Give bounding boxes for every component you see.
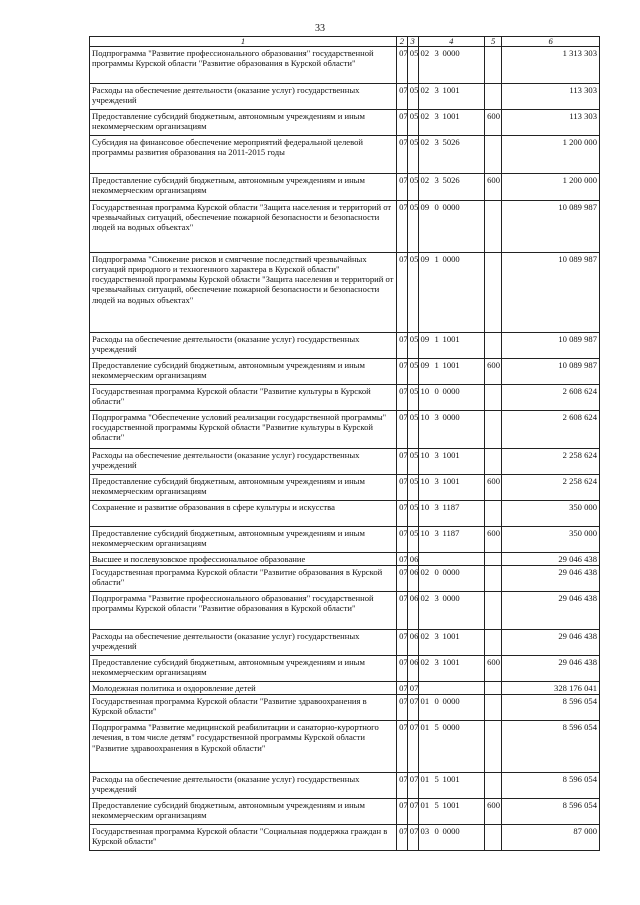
row-sum: 29 046 438 bbox=[502, 656, 600, 682]
row-name: Предоставление субсидий бюджетным, автономным учреждениям и иным некоммерческим организациям bbox=[90, 799, 397, 825]
row-sum: 29 046 438 bbox=[502, 553, 600, 566]
row-csr-part: 5 bbox=[434, 774, 439, 785]
row-pr: 05 bbox=[407, 501, 418, 527]
table-row bbox=[90, 695, 600, 721]
row-sum: 29 046 438 bbox=[502, 592, 600, 630]
row-sum: 1 200 000 bbox=[502, 136, 600, 174]
row-csr-part: 3 bbox=[434, 502, 439, 512]
row-sum: 350 000 bbox=[502, 527, 600, 553]
table-row bbox=[90, 799, 600, 825]
row-name: Подпрограмма "Развитие профессионального образования" государственной программы Курской области "Развитие образования в Курской области" bbox=[90, 592, 397, 630]
row-vr: 600 bbox=[485, 527, 502, 553]
row-rz: 07 bbox=[397, 799, 408, 825]
header-cell: 1 bbox=[90, 37, 397, 47]
row-csr bbox=[418, 682, 485, 695]
header-cell: 3 bbox=[407, 37, 418, 47]
table-row bbox=[90, 84, 600, 110]
row-csr bbox=[418, 501, 485, 527]
row-csr-part: 1 bbox=[434, 254, 439, 264]
page-number: 33 bbox=[315, 23, 325, 34]
row-vr: 600 bbox=[485, 174, 502, 201]
row-rz: 07 bbox=[397, 656, 408, 682]
row-vr bbox=[485, 695, 502, 721]
row-csr-part: 3 bbox=[434, 657, 439, 668]
row-sum: 10 089 987 bbox=[502, 333, 600, 359]
row-csr-part: 02 bbox=[420, 567, 430, 578]
row-pr: 05 bbox=[407, 84, 418, 110]
row-pr: 07 bbox=[407, 825, 418, 851]
row-sum: 1 200 000 bbox=[502, 174, 600, 201]
row-csr bbox=[418, 385, 485, 411]
row-sum: 8 596 054 bbox=[502, 695, 600, 721]
row-pr: 05 bbox=[407, 201, 418, 253]
table-row bbox=[90, 527, 600, 553]
row-sum: 328 176 041 bbox=[502, 682, 600, 695]
table-row bbox=[90, 773, 600, 799]
row-rz: 07 bbox=[397, 333, 408, 359]
row-sum: 87 000 bbox=[502, 825, 600, 851]
row-rz: 07 bbox=[397, 84, 408, 110]
row-name: Государственная программа Курской области "Развитие здравоохранения в Курской области" bbox=[90, 695, 397, 721]
row-name: Предоставление субсидий бюджетным, автономным учреждениям и иным некоммерческим организациям bbox=[90, 110, 397, 136]
row-name: Субсидия на финансовое обеспечение мероприятий федеральной целевой программы развития образования на 2011-2015 годы bbox=[90, 136, 397, 174]
row-csr bbox=[418, 136, 485, 174]
row-csr bbox=[418, 84, 485, 110]
table-row bbox=[90, 553, 600, 566]
row-csr-part: 10 bbox=[420, 528, 430, 538]
row-csr-part: 02 bbox=[420, 175, 430, 185]
row-pr: 07 bbox=[407, 799, 418, 825]
row-sum: 29 046 438 bbox=[502, 566, 600, 592]
row-csr-part: 09 bbox=[420, 334, 430, 344]
row-csr bbox=[418, 449, 485, 475]
row-csr bbox=[418, 695, 485, 721]
row-csr-part: 3 bbox=[434, 111, 439, 121]
row-name: Расходы на обеспечение деятельности (оказание услуг) государственных учреждений bbox=[90, 773, 397, 799]
row-vr bbox=[485, 721, 502, 773]
row-name: Подпрограмма "Снижение рисков и смягчение последствий чрезвычайных ситуаций природного и техногенного характера в Курской области" государственной программы Курской области "Защита населения и территорий от чрезвычайных ситуаций, обеспечение пожарной безопасности и безопасности людей на водных объектах" bbox=[90, 253, 397, 333]
row-csr-part: 02 bbox=[420, 657, 430, 668]
table-row bbox=[90, 682, 600, 695]
row-csr-part: 0000 bbox=[442, 593, 460, 604]
row-csr-part: 03 bbox=[420, 826, 430, 837]
row-sum: 10 089 987 bbox=[502, 201, 600, 253]
row-csr bbox=[418, 411, 485, 449]
row-csr-part: 3 bbox=[434, 593, 439, 604]
row-sum: 2 608 624 bbox=[502, 385, 600, 411]
table-row bbox=[90, 201, 600, 253]
row-vr bbox=[485, 825, 502, 851]
row-csr-part: 10 bbox=[420, 502, 430, 512]
table-row bbox=[90, 47, 600, 84]
row-csr-part: 0 bbox=[434, 696, 439, 707]
row-csr bbox=[418, 566, 485, 592]
row-vr bbox=[485, 411, 502, 449]
row-vr bbox=[485, 592, 502, 630]
row-csr-part: 1187 bbox=[442, 502, 460, 512]
row-csr-part: 1001 bbox=[442, 111, 460, 121]
table-row bbox=[90, 174, 600, 201]
row-name: Подпрограмма "Развитие медицинской реабилитации и санаторно-курортного лечения, в том числе детям" государственной программы Курской области "Развитие здравоохранения в Курской области" bbox=[90, 721, 397, 773]
row-sum: 113 303 bbox=[502, 110, 600, 136]
row-csr-part: 0000 bbox=[442, 48, 460, 58]
row-csr-part: 0 bbox=[434, 567, 439, 578]
row-vr bbox=[485, 566, 502, 592]
row-csr bbox=[418, 799, 485, 825]
row-csr-part: 1 bbox=[434, 360, 439, 370]
row-sum: 2 258 624 bbox=[502, 475, 600, 501]
row-csr-part: 02 bbox=[420, 631, 430, 642]
row-sum: 8 596 054 bbox=[502, 773, 600, 799]
row-csr bbox=[418, 553, 485, 566]
row-csr-part: 3 bbox=[434, 85, 439, 95]
row-csr bbox=[418, 174, 485, 201]
row-csr bbox=[418, 592, 485, 630]
row-pr: 07 bbox=[407, 682, 418, 695]
row-name: Государственная программа Курской области "Социальная поддержка граждан в Курской области" bbox=[90, 825, 397, 851]
row-pr: 05 bbox=[407, 253, 418, 333]
row-csr-part: 02 bbox=[420, 111, 430, 121]
row-rz: 07 bbox=[397, 47, 408, 84]
row-csr-part: 3 bbox=[434, 137, 439, 147]
row-vr bbox=[485, 333, 502, 359]
header-cell: 5 bbox=[485, 37, 502, 47]
row-rz: 07 bbox=[397, 501, 408, 527]
row-csr-part: 0 bbox=[434, 386, 439, 396]
table-row bbox=[90, 721, 600, 773]
row-pr: 05 bbox=[407, 110, 418, 136]
row-csr bbox=[418, 110, 485, 136]
row-csr bbox=[418, 359, 485, 385]
row-csr-part: 3 bbox=[434, 412, 439, 422]
row-csr-part: 1001 bbox=[442, 800, 460, 811]
row-csr-part: 3 bbox=[434, 175, 439, 185]
row-name: Предоставление субсидий бюджетным, автономным учреждениям и иным некоммерческим организациям bbox=[90, 174, 397, 201]
row-csr-part: 10 bbox=[420, 386, 430, 396]
row-csr-part: 10 bbox=[420, 450, 430, 460]
row-rz: 07 bbox=[397, 174, 408, 201]
row-vr bbox=[485, 385, 502, 411]
row-csr-part: 0000 bbox=[442, 412, 460, 422]
row-rz: 07 bbox=[397, 359, 408, 385]
row-name: Расходы на обеспечение деятельности (оказание услуг) государственных учреждений bbox=[90, 630, 397, 656]
row-csr-part: 5 bbox=[434, 722, 439, 733]
row-rz: 07 bbox=[397, 449, 408, 475]
table-row bbox=[90, 136, 600, 174]
row-pr: 06 bbox=[407, 630, 418, 656]
row-pr: 07 bbox=[407, 695, 418, 721]
row-csr-part: 5026 bbox=[442, 175, 460, 185]
row-name: Молодежная политика и оздоровление детей bbox=[90, 682, 397, 695]
row-csr-part: 0000 bbox=[442, 386, 460, 396]
row-pr: 05 bbox=[407, 527, 418, 553]
row-pr: 05 bbox=[407, 47, 418, 84]
row-rz: 07 bbox=[397, 825, 408, 851]
row-csr bbox=[418, 721, 485, 773]
row-pr: 06 bbox=[407, 566, 418, 592]
row-name: Высшее и послевузовское профессиональное образование bbox=[90, 553, 397, 566]
table-row bbox=[90, 449, 600, 475]
row-csr bbox=[418, 825, 485, 851]
row-csr-part: 09 bbox=[420, 360, 430, 370]
row-csr-part: 02 bbox=[420, 137, 430, 147]
row-vr bbox=[485, 253, 502, 333]
row-sum: 10 089 987 bbox=[502, 359, 600, 385]
row-csr-part: 3 bbox=[434, 528, 439, 538]
row-sum: 1 313 303 bbox=[502, 47, 600, 84]
table-row bbox=[90, 656, 600, 682]
table-row bbox=[90, 592, 600, 630]
row-vr bbox=[485, 553, 502, 566]
table-body bbox=[90, 47, 600, 851]
row-csr-part: 1001 bbox=[442, 476, 460, 486]
row-rz: 07 bbox=[397, 553, 408, 566]
row-rz: 07 bbox=[397, 773, 408, 799]
row-name: Подпрограмма "Обеспечение условий реализации государственной программы" государственной программы Курской области "Развитие культуры в Курской области" bbox=[90, 411, 397, 449]
header-row bbox=[90, 37, 600, 47]
row-name: Сохранение и развитие образования в сфере культуры и искусства bbox=[90, 501, 397, 527]
row-rz: 07 bbox=[397, 630, 408, 656]
row-sum: 350 000 bbox=[502, 501, 600, 527]
row-rz: 07 bbox=[397, 695, 408, 721]
row-sum: 10 089 987 bbox=[502, 253, 600, 333]
row-csr-part: 1001 bbox=[442, 334, 460, 344]
row-csr-part: 0 bbox=[434, 202, 439, 212]
table-row bbox=[90, 359, 600, 385]
row-rz: 07 bbox=[397, 721, 408, 773]
row-pr: 05 bbox=[407, 359, 418, 385]
row-vr bbox=[485, 449, 502, 475]
row-vr bbox=[485, 201, 502, 253]
row-csr bbox=[418, 201, 485, 253]
row-name: Предоставление субсидий бюджетным, автономным учреждениям и иным некоммерческим организациям bbox=[90, 359, 397, 385]
row-csr-part: 5026 bbox=[442, 137, 460, 147]
row-rz: 07 bbox=[397, 475, 408, 501]
row-csr-part: 1001 bbox=[442, 774, 460, 785]
header-cell: 4 bbox=[418, 37, 485, 47]
row-pr: 05 bbox=[407, 475, 418, 501]
row-pr: 05 bbox=[407, 174, 418, 201]
row-pr: 06 bbox=[407, 592, 418, 630]
row-pr: 05 bbox=[407, 136, 418, 174]
row-csr-part: 01 bbox=[420, 722, 430, 733]
row-name: Предоставление субсидий бюджетным, автономным учреждениям и иным некоммерческим организациям bbox=[90, 656, 397, 682]
row-rz: 07 bbox=[397, 566, 408, 592]
row-vr: 600 bbox=[485, 656, 502, 682]
row-csr bbox=[418, 656, 485, 682]
row-csr-part: 09 bbox=[420, 254, 430, 264]
row-csr bbox=[418, 527, 485, 553]
row-csr-part: 0000 bbox=[442, 202, 460, 212]
row-vr: 600 bbox=[485, 110, 502, 136]
row-name: Государственная программа Курской области "Развитие образования в Курской области" bbox=[90, 566, 397, 592]
row-vr bbox=[485, 47, 502, 84]
row-vr: 600 bbox=[485, 475, 502, 501]
row-csr-part: 0000 bbox=[442, 254, 460, 264]
row-name: Государственная программа Курской области "Развитие культуры в Курской области" bbox=[90, 385, 397, 411]
row-pr: 05 bbox=[407, 333, 418, 359]
row-csr-part: 0000 bbox=[442, 722, 460, 733]
table-row bbox=[90, 825, 600, 851]
row-csr-part: 3 bbox=[434, 631, 439, 642]
row-csr-part: 09 bbox=[420, 202, 430, 212]
row-csr-part: 01 bbox=[420, 696, 430, 707]
row-csr-part: 0000 bbox=[442, 696, 460, 707]
row-csr-part: 0000 bbox=[442, 567, 460, 578]
table-row bbox=[90, 566, 600, 592]
row-csr bbox=[418, 47, 485, 84]
row-name: Расходы на обеспечение деятельности (оказание услуг) государственных учреждений bbox=[90, 84, 397, 110]
row-csr-part: 01 bbox=[420, 800, 430, 811]
table-row bbox=[90, 475, 600, 501]
row-rz: 07 bbox=[397, 110, 408, 136]
row-pr: 05 bbox=[407, 411, 418, 449]
row-vr bbox=[485, 630, 502, 656]
row-csr bbox=[418, 253, 485, 333]
row-sum: 2 258 624 bbox=[502, 449, 600, 475]
row-vr bbox=[485, 136, 502, 174]
budget-table bbox=[89, 36, 600, 851]
row-rz: 07 bbox=[397, 592, 408, 630]
row-sum: 113 303 bbox=[502, 84, 600, 110]
row-pr: 06 bbox=[407, 656, 418, 682]
row-rz: 07 bbox=[397, 411, 408, 449]
row-csr-part: 3 bbox=[434, 476, 439, 486]
row-csr-part: 5 bbox=[434, 800, 439, 811]
row-csr bbox=[418, 475, 485, 501]
row-name: Расходы на обеспечение деятельности (оказание услуг) государственных учреждений bbox=[90, 449, 397, 475]
row-name: Подпрограмма "Развитие профессионального образования" государственной программы Курской области "Развитие образования в Курской области" bbox=[90, 47, 397, 84]
row-csr-part: 02 bbox=[420, 48, 430, 58]
row-name: Расходы на обеспечение деятельности (оказание услуг) государственных учреждений bbox=[90, 333, 397, 359]
row-csr-part: 1001 bbox=[442, 85, 460, 95]
row-csr-part: 3 bbox=[434, 48, 439, 58]
row-csr-part: 1187 bbox=[442, 528, 460, 538]
row-vr: 600 bbox=[485, 799, 502, 825]
row-sum: 29 046 438 bbox=[502, 630, 600, 656]
header-cell: 2 bbox=[397, 37, 408, 47]
row-csr-part: 02 bbox=[420, 85, 430, 95]
table-row bbox=[90, 630, 600, 656]
row-csr-part: 10 bbox=[420, 476, 430, 486]
row-csr-part: 1001 bbox=[442, 360, 460, 370]
row-rz: 07 bbox=[397, 253, 408, 333]
row-vr bbox=[485, 501, 502, 527]
row-pr: 05 bbox=[407, 449, 418, 475]
row-pr: 07 bbox=[407, 773, 418, 799]
row-name: Предоставление субсидий бюджетным, автономным учреждениям и иным некоммерческим организациям bbox=[90, 475, 397, 501]
row-vr bbox=[485, 84, 502, 110]
row-sum: 2 608 624 bbox=[502, 411, 600, 449]
row-rz: 07 bbox=[397, 136, 408, 174]
row-csr-part: 1001 bbox=[442, 450, 460, 460]
row-csr bbox=[418, 333, 485, 359]
row-csr-part: 10 bbox=[420, 412, 430, 422]
row-pr: 06 bbox=[407, 553, 418, 566]
header-cell: 6 bbox=[502, 37, 600, 47]
row-csr-part: 1001 bbox=[442, 657, 460, 668]
row-csr bbox=[418, 630, 485, 656]
row-pr: 05 bbox=[407, 385, 418, 411]
row-csr-part: 0000 bbox=[442, 826, 460, 837]
row-csr-part: 1001 bbox=[442, 631, 460, 642]
row-vr: 600 bbox=[485, 359, 502, 385]
table-row bbox=[90, 333, 600, 359]
row-vr bbox=[485, 773, 502, 799]
table-row bbox=[90, 110, 600, 136]
table-row bbox=[90, 411, 600, 449]
row-csr-part: 1 bbox=[434, 334, 439, 344]
row-csr-part: 3 bbox=[434, 450, 439, 460]
table-row bbox=[90, 385, 600, 411]
row-name: Предоставление субсидий бюджетным, автономным учреждениям и иным некоммерческим организациям bbox=[90, 527, 397, 553]
table-row bbox=[90, 501, 600, 527]
row-sum: 8 596 054 bbox=[502, 721, 600, 773]
row-sum: 8 596 054 bbox=[502, 799, 600, 825]
row-csr bbox=[418, 773, 485, 799]
row-name: Государственная программа Курской области "Защита населения и территорий от чрезвычайных ситуаций, обеспечение пожарной безопасности и безопасности людей на водных объектах" bbox=[90, 201, 397, 253]
row-csr-part: 01 bbox=[420, 774, 430, 785]
row-csr-part: 0 bbox=[434, 826, 439, 837]
row-pr: 07 bbox=[407, 721, 418, 773]
table-row bbox=[90, 253, 600, 333]
row-rz: 07 bbox=[397, 527, 408, 553]
row-csr-part: 02 bbox=[420, 593, 430, 604]
row-rz: 07 bbox=[397, 385, 408, 411]
row-vr bbox=[485, 682, 502, 695]
row-rz: 07 bbox=[397, 682, 408, 695]
row-rz: 07 bbox=[397, 201, 408, 253]
